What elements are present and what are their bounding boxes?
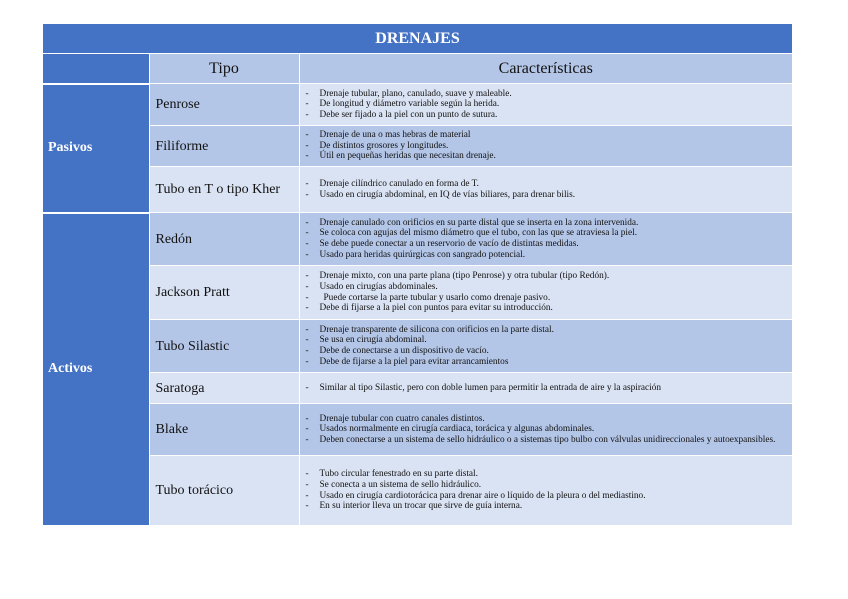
feature-item: - Útil en pequeñas heridas que necesitan drenaje. (306, 151, 793, 162)
feature-item: - Usado para heridas quirúrgicas con sangrado potencial. (306, 250, 793, 261)
feature-item: - Usados normalmente en cirugía cardiaca, torácica y algunas abdominales. (306, 424, 793, 435)
table-row (43, 404, 792, 456)
caracteristicas-cell (299, 84, 792, 126)
feature-item: - En su interior lleva un trocar que sirve de guía interna. (306, 501, 793, 512)
feature-item: - Se conecta a un sistema de sello hidráulico. (306, 480, 793, 491)
feature-item: - Deben conectarse a un sistema de sello hidráulico o a sistemas tipo bulbo con válvulas unidireccionales y autoexpansibles. (306, 435, 793, 446)
table-row (43, 456, 792, 526)
feature-item: - De distintos grosores y longitudes. (306, 141, 793, 152)
drenajes-table (43, 24, 792, 526)
feature-item: - Similar al tipo Silastic, pero con doble lumen para permitir la entrada de aire y la aspiración (306, 383, 793, 394)
header-row (43, 54, 792, 84)
tipo-cell: Blake (149, 404, 299, 456)
feature-item: - Usado en cirugía cardiotorácica para drenar aire o líquido de la pleura o del mediastino. (306, 491, 793, 502)
feature-item: - Drenaje tubular con cuatro canales distintos. (306, 414, 793, 425)
feature-item: - Drenaje cilíndrico canulado en forma de T. (306, 179, 793, 190)
feature-item: - Debe ser fijado a la piel con un punto de sutura. (306, 110, 793, 121)
header-blank-cell (43, 54, 149, 84)
feature-item: - Usado en cirugía abdominal, en IQ de vías biliares, para drenar bilis. (306, 190, 793, 201)
tipo-cell: Filiforme (149, 126, 299, 167)
table-row (43, 320, 792, 373)
header-tipo: Tipo (149, 54, 299, 84)
caracteristicas-cell (299, 126, 792, 167)
caracteristicas-cell (299, 320, 792, 373)
feature-item: - Usado en cirugías abdominales. (306, 282, 793, 293)
table-row (43, 167, 792, 213)
feature-item: - Puede cortarse la parte tubular y usarlo como drenaje pasivo. (306, 293, 793, 304)
table-row (43, 126, 792, 167)
tipo-cell: Tubo torácico (149, 456, 299, 526)
caracteristicas-cell (299, 167, 792, 213)
title-row (43, 24, 792, 54)
feature-item: - Drenaje mixto, con una parte plana (tipo Penrose) y otra tubular (tipo Redón). (306, 271, 793, 282)
table-row (43, 266, 792, 320)
table-title: DRENAJES (43, 24, 792, 54)
category-pasivos: Pasivos (43, 84, 149, 213)
feature-item: - Debe de fijarse a la piel para evitar arrancamientos (306, 357, 793, 368)
tipo-cell: Jackson Pratt (149, 266, 299, 320)
table-row (43, 213, 792, 266)
caracteristicas-cell (299, 456, 792, 526)
caracteristicas-cell (299, 373, 792, 404)
feature-item: - Debe di fijarse a la piel con puntos para evitar su introducción. (306, 303, 793, 314)
table-row (43, 84, 792, 126)
feature-item: - Se coloca con agujas del mismo diámetro que el tubo, con las que se atraviesa la piel. (306, 228, 793, 239)
feature-item: - Drenaje de una o mas hebras de material (306, 130, 793, 141)
tipo-cell: Penrose (149, 84, 299, 126)
feature-item: - Se debe puede conectar a un reservorio de vacío de distintas medidas. (306, 239, 793, 250)
caracteristicas-cell (299, 404, 792, 456)
feature-item: - Se usa en cirugía abdominal. (306, 335, 793, 346)
tipo-cell: Redón (149, 213, 299, 266)
feature-item: - Debe de conectarse a un dispositivo de vacío. (306, 346, 793, 357)
header-caracteristicas: Características (299, 54, 792, 84)
feature-item: - Drenaje tubular, plano, canulado, suave y maleable. (306, 89, 793, 100)
tipo-cell: Saratoga (149, 373, 299, 404)
tipo-cell: Tubo en T o tipo Kher (149, 167, 299, 213)
category-activos: Activos (43, 213, 149, 526)
feature-item: - Drenaje transparente de silicona con orificios en la parte distal. (306, 325, 793, 336)
feature-item: - Tubo circular fenestrado en su parte distal. (306, 469, 793, 480)
table-row (43, 373, 792, 404)
feature-item: - De longitud y diámetro variable según la herida. (306, 99, 793, 110)
feature-item: - Drenaje canulado con orificios en su parte distal que se inserta en la zona intervenida. (306, 218, 793, 229)
caracteristicas-cell (299, 266, 792, 320)
caracteristicas-cell (299, 213, 792, 266)
tipo-cell: Tubo Silastic (149, 320, 299, 373)
